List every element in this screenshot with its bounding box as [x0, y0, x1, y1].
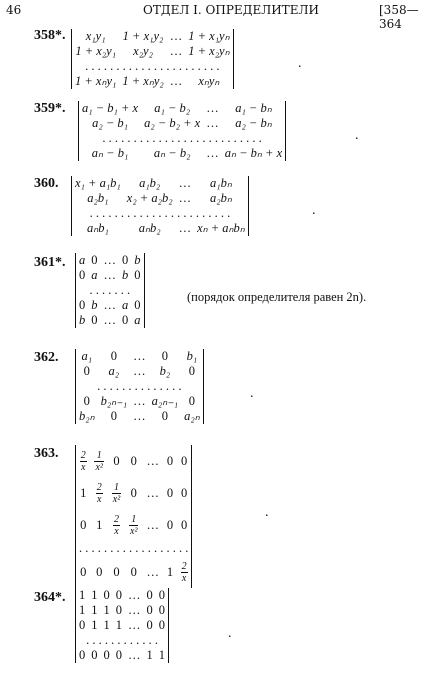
trailing-period-359: . [355, 128, 359, 143]
order-note-361: (порядок определителя равен 2n). [187, 290, 367, 304]
trailing-period-358: . [298, 56, 302, 71]
page-number: 46 [6, 3, 22, 17]
determinant-362: a₁ 0 … 0 b₁ 0 a₂ … b₂ 0 . . . . . . . . . . . . . . 0 b₂ₙ₋₁ … a₂ₙ₋₁ 0 b₂ₙ 0 … 0 a₂ₙ [75, 349, 204, 424]
problem-number-361: 361*. [34, 255, 66, 270]
determinant-358: x₁y₁ 1 + x₁y₂ … 1 + x₁yₙ 1 + x₂y₁ x₂y₂ … 1 + x₂yₙ . . . . . . . . . . . . . . . . . . . . . . 1 + xₙy₁ 1 + xₙy₂ … xₙyₙ [71, 29, 234, 89]
section-title: ОТДЕЛ I. ОПРЕДЕЛИТЕЛИ [143, 3, 319, 17]
problem-number-363: 363. [34, 446, 59, 461]
determinant-364: 1 1 0 0 … 0 0 1 1 1 0 … 0 0 0 1 1 1 … 0 0 . . . . . . . . . . . . 0 0 0 0 … 1 1 [75, 588, 169, 663]
trailing-period-362: . [250, 386, 254, 401]
trailing-period-360: . [312, 203, 316, 218]
trailing-period-364: . [228, 626, 232, 641]
problem-number-358: 358*. [34, 28, 66, 43]
determinant-361: a 0 … 0 b 0 a … b 0 . . . . . . . 0 b … a 0 b 0 … 0 a [75, 253, 145, 328]
determinant-363: $\frac{2}{x}$ $\frac{1}{\text{x²}}$ 0 0 … 0 0 1 $\frac{2}{x}$ $\frac{1}{\text{x²}}$ 0 … 0 0 0 1 $\frac{2}{x}$ $\frac{1}{\text{x²}}$ … 0 0 . . . . . . . . . . . . . . . . . . 0 0 0 0 … 1 $\frac{2}{x}$ [75, 445, 192, 588]
trailing-period-363: . [265, 505, 269, 520]
determinant-359: a₁ − b₁ + x a₁ − b₂ … a₁ − bₙ a₂ − b₁ a₂ − b₂ + x … a₂ − bₙ . . . . . . . . . . . . . . . . . . . . . . . . . . aₙ − b₁ aₙ − b₂ … aₙ − bₙ + x [78, 101, 286, 161]
determinant-360: x₁ + a₁b₁ a₁b₂ … a₁bₙ a₂b₁ x₂ + a₂b₂ … a₂bₙ . . . . . . . . . . . . . . . . . . . . . . . aₙb₁ aₙb₂ … xₙ + aₙbₙ [71, 176, 249, 236]
problem-number-359: 359*. [34, 101, 66, 116]
problem-number-362: 362. [34, 350, 59, 365]
problem-number-360: 360. [34, 176, 59, 191]
problem-range: [358—364 [379, 3, 419, 31]
problem-number-364: 364*. [34, 590, 66, 605]
